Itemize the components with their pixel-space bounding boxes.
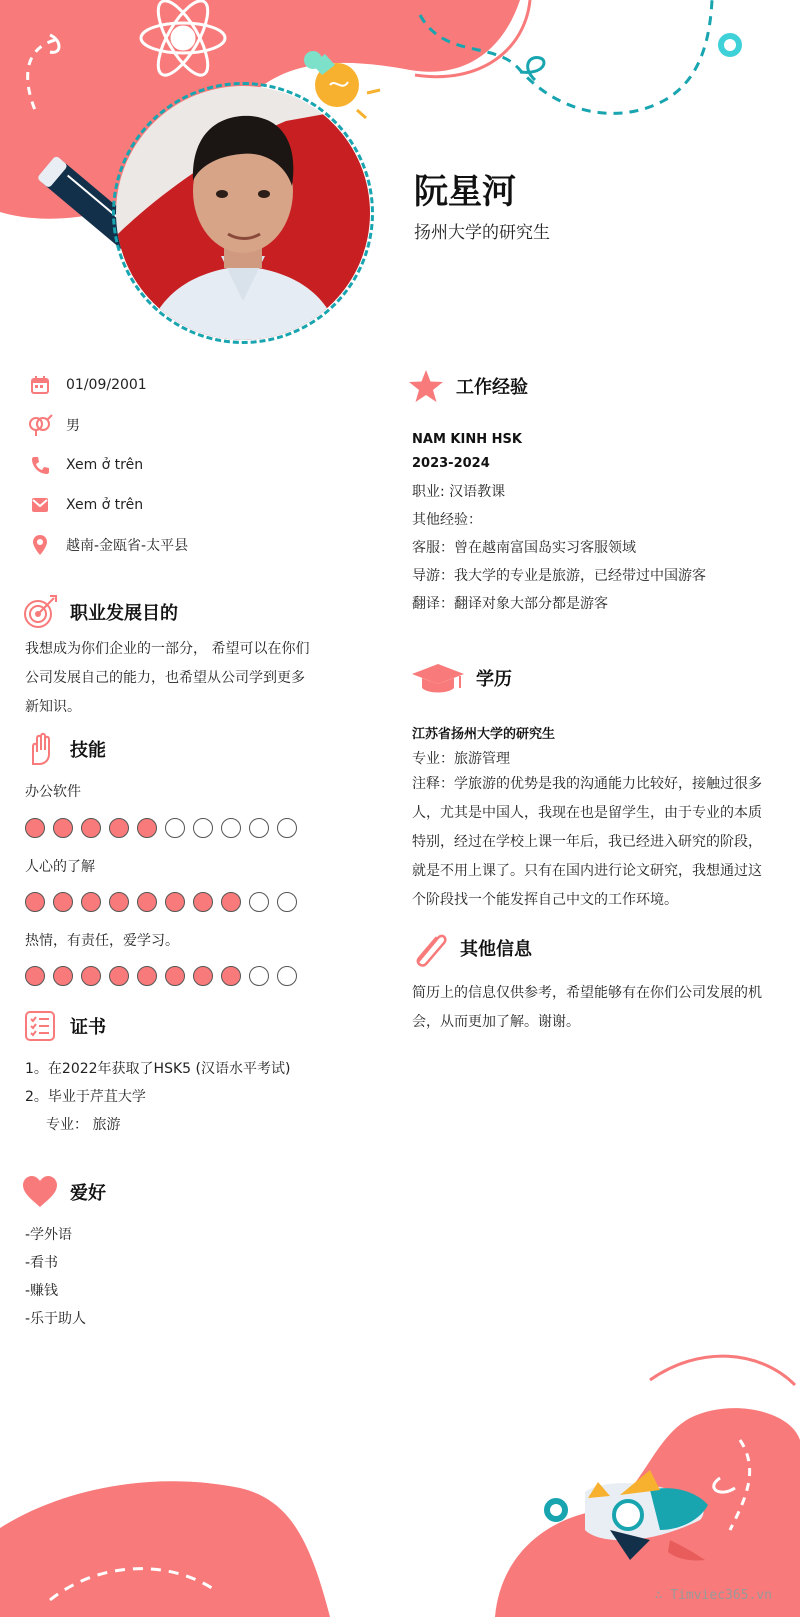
- email-text: Xem ở trên: [66, 497, 144, 513]
- target-icon: [20, 592, 60, 632]
- rating-dot-empty: [165, 818, 185, 838]
- rating-dot-filled: [53, 966, 73, 986]
- profile-photo: [116, 86, 370, 340]
- experience-line: 其他经验：: [412, 512, 482, 528]
- paperclip-icon: [410, 928, 450, 968]
- certificates-title: 证书: [70, 1017, 106, 1038]
- hobby-item: -学外语: [25, 1227, 73, 1243]
- rating-dot-filled: [109, 966, 129, 986]
- education-title: 学历: [476, 669, 512, 690]
- location-text: 越南-金瓯省-太平县: [66, 538, 189, 554]
- checklist-icon: [20, 1006, 60, 1046]
- hobby-item: -赚钱: [25, 1283, 59, 1299]
- rating-dot-empty: [249, 892, 269, 912]
- hobbies-header: [20, 1172, 106, 1212]
- skill-label: 办公软件: [25, 784, 81, 800]
- gender-text: 男: [66, 418, 80, 434]
- raised-hand-icon: [20, 729, 60, 769]
- contact-location: [26, 533, 188, 557]
- rating-dot-filled: [25, 892, 45, 912]
- calendar-icon: [26, 373, 54, 397]
- education-line: 就是不用上课了。只有在国内进行论文研究，我想通过这: [412, 863, 762, 879]
- skill-rating: [25, 966, 305, 986]
- contact-gender: [26, 413, 80, 437]
- education-line: 个阶段找一个能发挥自己中文的工作环境。: [412, 892, 678, 908]
- certificate-item: 2。毕业于芹苴大学: [25, 1089, 146, 1105]
- rating-dot-filled: [81, 966, 101, 986]
- other-info-text: [412, 979, 762, 1037]
- certificate-item: 1。在2022年获取了HSK5 (汉语水平考试): [25, 1061, 291, 1077]
- other-info-title: 其他信息: [460, 939, 532, 960]
- skill-label: 人心的了解: [25, 859, 95, 875]
- experience-line: 客服：曾在越南富国岛实习客服领域: [412, 540, 636, 556]
- objective-line: 新知识。: [25, 699, 81, 715]
- education-school: 江苏省扬州大学的研究生: [412, 727, 556, 742]
- watermark-text: ∴ Timviec365.vn: [654, 1588, 772, 1603]
- phone-text: Xem ở trên: [66, 457, 144, 473]
- other-info-header: [410, 928, 532, 968]
- experience-period: 2023-2024: [412, 456, 490, 471]
- objective-line: 我想成为你们企业的一部分， 希望可以在你们: [25, 641, 310, 657]
- experience-title: 工作经验: [456, 377, 528, 398]
- rating-dot-filled: [165, 966, 185, 986]
- rating-dot-filled: [137, 818, 157, 838]
- location-icon: [26, 533, 54, 557]
- phone-icon: [26, 453, 54, 477]
- rating-dot-filled: [165, 892, 185, 912]
- birthday-text: 01/09/2001: [66, 377, 147, 393]
- rating-dot-empty: [277, 892, 297, 912]
- rating-dot-empty: [221, 818, 241, 838]
- skills-header: [20, 729, 106, 769]
- rating-dot-filled: [193, 892, 213, 912]
- education-major: 专业：旅游管理: [412, 751, 510, 767]
- experience-company: NAM KINH HSK: [412, 432, 522, 447]
- rating-dot-filled: [193, 966, 213, 986]
- rating-dot-empty: [277, 818, 297, 838]
- objective-text: [25, 635, 309, 722]
- education-notes: [412, 770, 762, 915]
- graduation-cap-icon: [410, 658, 466, 698]
- candidate-name: 阮星河: [414, 172, 516, 212]
- hobbies-title: 爱好: [70, 1183, 106, 1204]
- skills-title: 技能: [70, 740, 106, 761]
- objective-line: 公司发展自己的能力，也希望从公司学到更多: [25, 670, 305, 686]
- rating-dot-filled: [25, 966, 45, 986]
- objective-header: [20, 592, 178, 632]
- education-line: 注释：学旅游的优势是我的沟通能力比较好，接触过很多: [412, 776, 762, 792]
- other-info-line: 简历上的信息仅供参考，希望能够有在你们公司发展的机: [412, 985, 762, 1001]
- rating-dot-empty: [277, 966, 297, 986]
- rating-dot-empty: [193, 818, 213, 838]
- rating-dot-filled: [53, 818, 73, 838]
- rating-dot-filled: [25, 818, 45, 838]
- rating-dot-filled: [221, 966, 241, 986]
- experience-line: 翻译：翻译对象大部分都是游客: [412, 596, 608, 612]
- contact-phone: [26, 453, 143, 477]
- rating-dot-filled: [109, 818, 129, 838]
- experience-header: [406, 366, 528, 406]
- rating-dot-filled: [221, 892, 241, 912]
- certificate-item: 专业： 旅游: [46, 1117, 121, 1133]
- rating-dot-empty: [249, 966, 269, 986]
- contact-birthday: [26, 373, 147, 397]
- rating-dot-filled: [53, 892, 73, 912]
- hobby-item: -看书: [25, 1255, 59, 1271]
- rating-dot-filled: [137, 966, 157, 986]
- contact-email: [26, 493, 143, 517]
- rating-dot-filled: [137, 892, 157, 912]
- candidate-subtitle: 扬州大学的研究生: [414, 223, 550, 243]
- education-header: [410, 658, 512, 698]
- education-line: 特别，经过在学校上课一年后，我已经进入研究的阶段，: [412, 834, 762, 850]
- email-icon: [26, 493, 54, 517]
- skill-label: 热情，有责任，爱学习。: [25, 933, 179, 949]
- star-icon: [406, 366, 446, 406]
- gender-icon: [26, 413, 54, 437]
- other-info-line: 会，从而更加了解。谢谢。: [412, 1014, 580, 1030]
- rating-dot-empty: [249, 818, 269, 838]
- hobby-item: -乐于助人: [25, 1311, 87, 1327]
- skill-rating: [25, 892, 305, 912]
- rating-dot-filled: [109, 892, 129, 912]
- rating-dot-filled: [81, 892, 101, 912]
- experience-line: 导游：我大学的专业是旅游，已经带过中国游客: [412, 568, 706, 584]
- rating-dot-filled: [81, 818, 101, 838]
- objective-title: 职业发展目的: [70, 603, 178, 624]
- certificates-header: [20, 1006, 106, 1046]
- heart-icon: [20, 1172, 60, 1212]
- experience-line: 职业: 汉语教课: [412, 484, 506, 500]
- skill-rating: [25, 818, 305, 838]
- education-line: 人，尤其是中国人，我现在也是留学生，由于专业的本质: [412, 805, 762, 821]
